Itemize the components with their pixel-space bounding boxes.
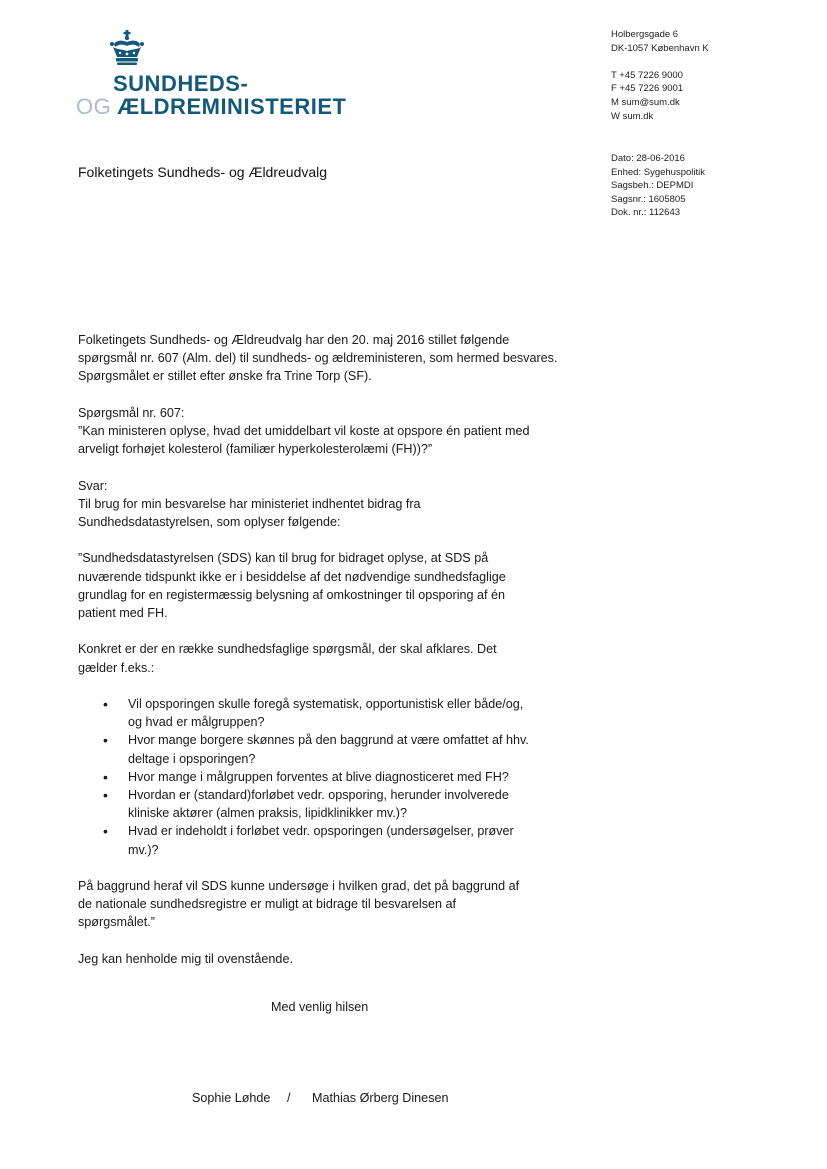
quote-paragraph-3: På baggrund heraf vil SDS kunne undersøge i hvilken grad, det på baggrund af de nationale sundhedsregistre er muligt at bidrage til besvarelsen af spørgsmålet.” [78,879,520,930]
quote-paragraph-1: ”Sundhedsdatastyrelsen (SDS) kan til brug for bidraget oplyse, at SDS på nuværende tidspunkt ikke er i besiddelse af det nødvendige sundhedsfaglige grundlag for en registermæssig belysning af omkostninger til opsporing af én patient med FH. [78,551,506,620]
logo-text-line2 [76,94,346,120]
address-street: Holbergsgade 6 [611,29,679,40]
crown-icon [108,30,146,66]
list-item: • Hvad er indeholdt i forløbet vedr. opsporingen (undersøgelser, prøver mv.)? [98,822,538,858]
letter-body [78,331,558,968]
document-metadata [611,152,705,220]
answer-text: Til brug for min besvarelse har ministeriet indhentet bidrag fra Sundhedsdatastyrelsen, som oplyser følgende: [78,496,421,529]
ministry-logo [76,30,356,120]
list-item: • Hvordan er (standard)forløbet vedr. opsporing, herunder involverede kliniske aktører (almen praksis, lipidklinikker mv.)? [98,786,538,822]
address-fax: F +45 7226 9001 [611,83,684,95]
meta-document-number: Dok. nr.: 112643 [611,207,681,219]
signature-minister: Sophie Løhde [192,1091,271,1105]
intro-paragraph: Folketingets Sundheds- og Ældreudvalg har den 20. maj 2016 stillet følgende spørgsmål nr. 607 (Alm. del) til sundheds- og ældreministeren, som hermed besvares. Spørgsmålet er stillet efter ønske fra Trine Torp (SF). [78,333,558,384]
closing-greeting: Med venlig hilsen [271,1000,369,1014]
logo-text-line1: SUNDHEDS- [113,71,249,96]
question-label: Spørgsmål nr. 607: [78,405,185,420]
list-item: • Hvor mange i målgruppen forventes at blive diagnosticeret med FH? [98,768,538,786]
address-mail: M sum@sum.dk [611,96,680,108]
signature-separator: / [287,1091,291,1105]
logo-og-text: OG [76,94,112,119]
list-item: • Vil opsporingen skulle foregå systematisk, opportunistisk eller både/og, og hvad er målgruppen? [98,695,538,731]
sender-address-block [611,28,709,123]
address-phone: T +45 7226 9000 [611,69,683,81]
signature-official: Mathias Ørberg Dinesen [312,1091,449,1105]
question-text: ”Kan ministeren oplyse, hvad det umiddelbart vil koste at opspore én patient med arveligt forhøjet kolesterol (familiær hyperkolesterolæmi (FH))?” [78,424,530,457]
quote-paragraph-2: Konkret er der en række sundhedsfaglige spørgsmål, der skal afklares. Det gælder f.eks.: [78,642,497,675]
meta-unit: Enhed: Sygehuspolitik [611,166,706,178]
conclusion: Jeg kan henholde mig til ovenstående. [78,951,293,966]
meta-date: Dato: 28-06-2016 [611,153,685,164]
list-item: • Hvor mange borgere skønnes på den baggrund at være omfattet af hhv. deltage i opsporingen? [98,731,538,767]
logo-ministry-text: ÆLDREMINISTERIET [117,94,347,119]
meta-caseworker: Sagsbeh.: DEPMDI [611,180,694,192]
address-web: W sum.dk [611,110,654,122]
meta-case-number: Sagsnr.: 1605805 [611,193,686,205]
question-list [98,695,538,859]
recipient: Folketingets Sundheds- og Ældreudvalg [78,164,328,180]
answer-label: Svar: [78,478,108,493]
address-city: DK-1057 København K [611,42,709,54]
